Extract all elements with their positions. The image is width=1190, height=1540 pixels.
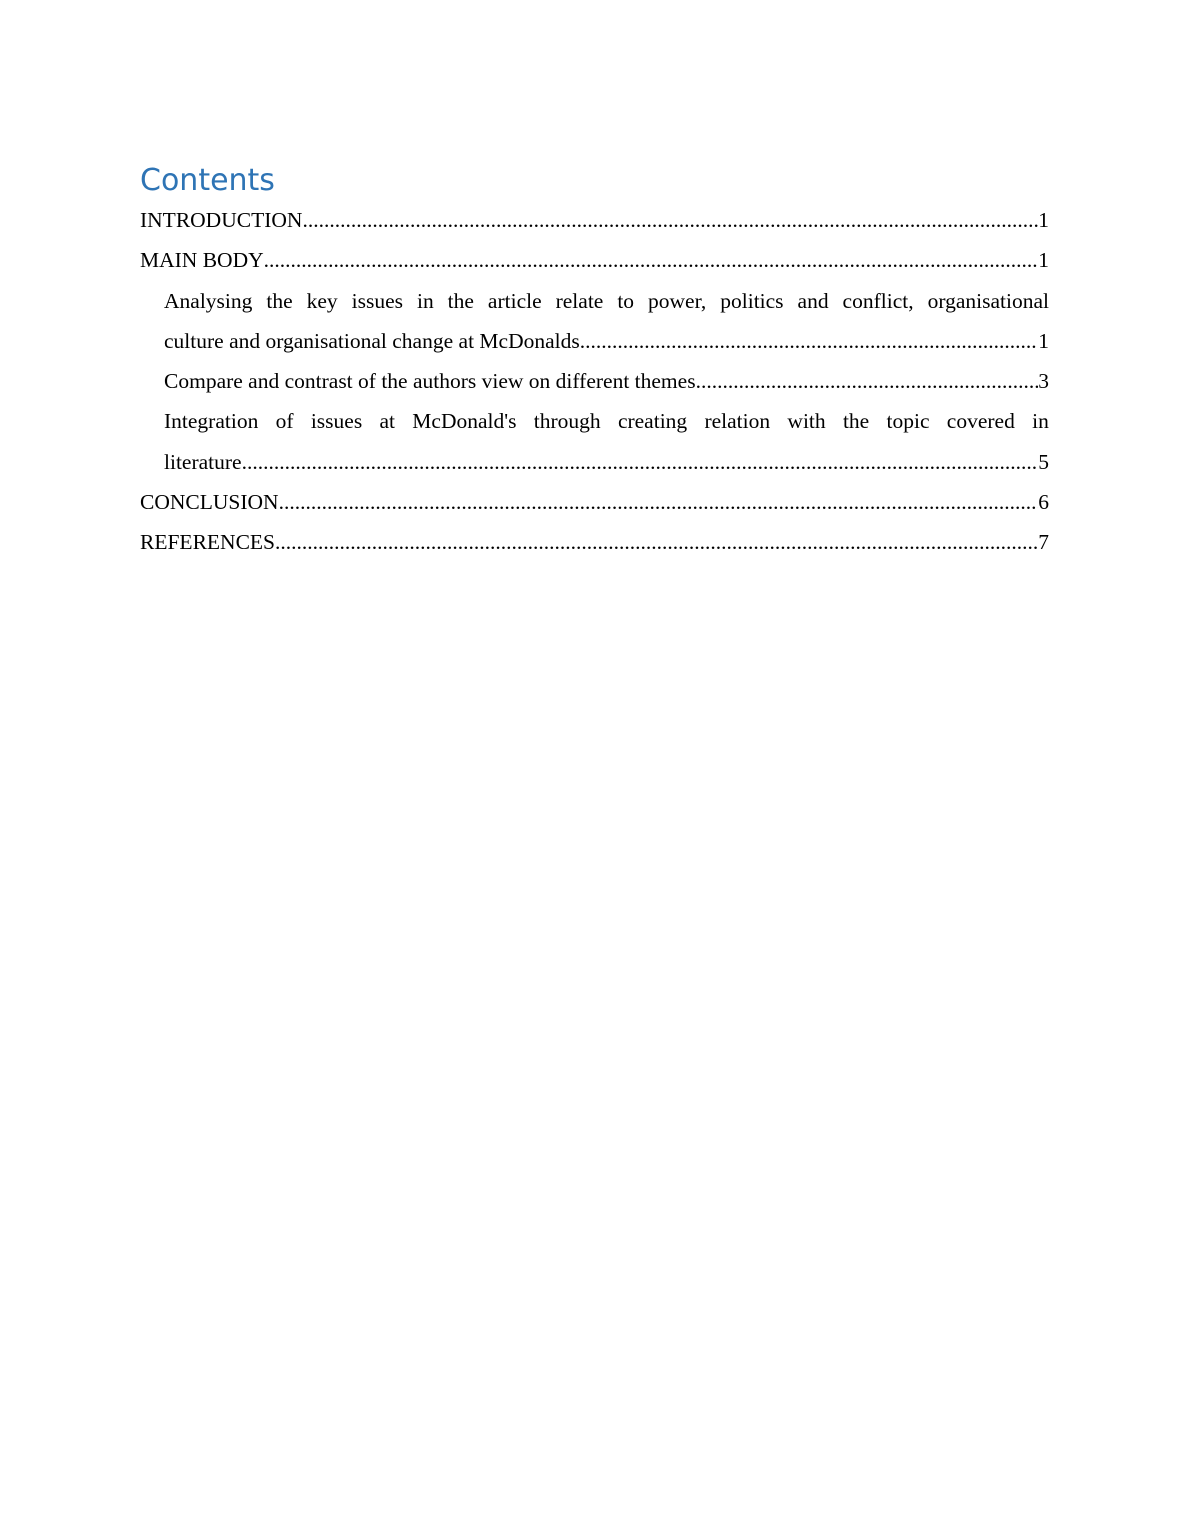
toc-leader-dots bbox=[580, 321, 1039, 361]
toc-entry-first-line bbox=[164, 281, 1049, 321]
toc-entry-line bbox=[140, 200, 1049, 240]
toc-entry-word: the bbox=[266, 288, 293, 313]
toc-entry-label: MAIN BODY bbox=[140, 248, 264, 273]
toc-entry-word: covered bbox=[946, 409, 1015, 434]
toc-entry-word: to bbox=[617, 288, 635, 313]
toc-entry-word: politics bbox=[720, 288, 784, 313]
toc-entry-word: at bbox=[379, 409, 395, 434]
toc-entry-label: culture and organisational change at McDonalds bbox=[164, 328, 580, 353]
toc-entry-word: McDonald's bbox=[412, 409, 517, 434]
toc-entry-line bbox=[140, 522, 1049, 562]
toc-entry-word: with bbox=[787, 409, 826, 434]
toc-entry-line bbox=[140, 482, 1049, 522]
toc-entry-word: of bbox=[275, 409, 294, 434]
toc-leader-dots bbox=[264, 240, 1039, 280]
toc-entry-page-number: 5 bbox=[1038, 449, 1049, 474]
toc-entry-word: and bbox=[797, 288, 829, 313]
toc-entry-word: the bbox=[842, 409, 870, 434]
toc-leader-dots bbox=[302, 200, 1038, 240]
toc-entry-label: INTRODUCTION bbox=[140, 208, 303, 232]
toc-entry-page-number: 1 bbox=[1038, 208, 1049, 232]
toc-entry-word: topic bbox=[886, 409, 930, 434]
toc-entry-word: issues bbox=[310, 409, 363, 434]
toc-entry-label: CONCLUSION bbox=[140, 490, 279, 515]
toc-entry-word: Integration bbox=[164, 409, 259, 434]
toc-leader-dots bbox=[696, 361, 1039, 401]
toc-entry-page-number: 1 bbox=[1038, 328, 1049, 353]
toc-entry-line bbox=[164, 321, 1049, 361]
toc-entry-introduction[interactable] bbox=[140, 200, 1049, 240]
toc-entry-compare-and-contrast[interactable] bbox=[140, 361, 1049, 401]
toc-entry-first-line bbox=[164, 401, 1049, 441]
toc-entry-page-number: 3 bbox=[1038, 369, 1049, 394]
toc-leader-dots bbox=[275, 522, 1038, 562]
toc-entry-word: issues bbox=[351, 288, 403, 313]
toc-entry-word: article bbox=[487, 288, 542, 313]
toc-entry-word: creating bbox=[617, 409, 688, 434]
toc-entry-word: in bbox=[416, 288, 434, 313]
toc-entry-word: Analysing bbox=[164, 288, 253, 313]
toc-entry-word: relate bbox=[555, 288, 604, 313]
toc-entries bbox=[140, 200, 1049, 563]
toc-entry-page-number: 7 bbox=[1038, 530, 1049, 555]
toc-entry-integration-of-issues[interactable] bbox=[140, 401, 1049, 482]
table-of-contents bbox=[140, 162, 1049, 563]
toc-entry-word: power, bbox=[648, 288, 707, 313]
toc-entry-word: in bbox=[1032, 409, 1049, 434]
toc-entry-conclusion[interactable] bbox=[140, 482, 1049, 522]
toc-entry-word: through bbox=[533, 409, 601, 434]
toc-heading: Contents bbox=[140, 163, 275, 198]
toc-entry-main-body[interactable] bbox=[140, 240, 1049, 280]
toc-entry-word: organisational bbox=[927, 288, 1049, 313]
toc-entry-page-number: 6 bbox=[1038, 490, 1049, 515]
toc-leader-dots bbox=[242, 442, 1039, 482]
toc-entry-line bbox=[140, 240, 1049, 280]
toc-entry-label: Compare and contrast of the authors view on different themes bbox=[164, 369, 696, 394]
toc-entry-line bbox=[164, 442, 1049, 482]
toc-entry-line bbox=[164, 361, 1049, 401]
toc-entry-analysing-key-issues[interactable] bbox=[140, 281, 1049, 362]
toc-entry-label: REFERENCES bbox=[140, 530, 275, 555]
toc-entry-word: relation bbox=[704, 409, 771, 434]
toc-leader-dots bbox=[279, 482, 1039, 522]
toc-entry-page-number: 1 bbox=[1038, 248, 1049, 273]
toc-entry-word: the bbox=[447, 288, 474, 313]
toc-entry-word: key bbox=[306, 288, 338, 313]
toc-entry-label: literature bbox=[164, 449, 242, 474]
toc-entry-references[interactable] bbox=[140, 522, 1049, 562]
toc-entry-word: conflict, bbox=[842, 288, 914, 313]
